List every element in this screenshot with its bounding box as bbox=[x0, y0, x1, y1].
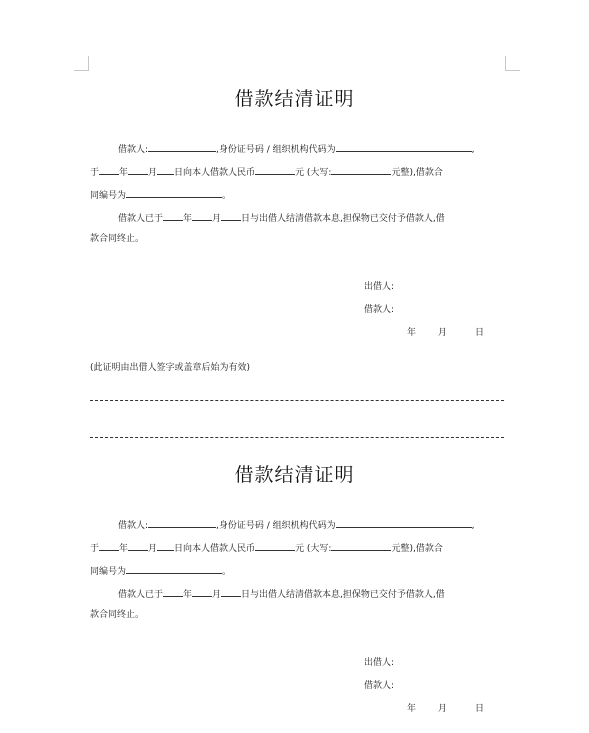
month-label: 月 bbox=[148, 544, 158, 554]
borrower-sign-label: 借款人: bbox=[364, 681, 395, 691]
borrower-line bbox=[118, 141, 475, 156]
settlement-text: 日与出借人结清借款本息,担保物已交付予借款人,借 bbox=[241, 590, 445, 600]
date-month-label: 月 bbox=[438, 328, 448, 338]
period: 。 bbox=[222, 567, 232, 577]
loan-date-line bbox=[90, 540, 443, 555]
borrower-label: 借款人: bbox=[118, 521, 149, 531]
borrower-label: 借款人: bbox=[118, 145, 149, 155]
year-label: 年 bbox=[183, 214, 193, 224]
year-blank[interactable] bbox=[163, 586, 183, 597]
page-corner-mark bbox=[74, 56, 89, 71]
period: 。 bbox=[222, 191, 232, 201]
settled-on-label: 借款人已于 bbox=[118, 590, 164, 600]
month-blank[interactable] bbox=[192, 210, 212, 221]
loan-text: 日向本人借款人民币 bbox=[174, 168, 256, 178]
contract-no-line bbox=[90, 563, 231, 578]
id-label: ,身份证号码 / 组织机构代码为 bbox=[216, 145, 336, 155]
validity-note: (此证明由出借人签字或盖章后始为有效) bbox=[90, 363, 251, 373]
contract-no-line bbox=[90, 187, 231, 202]
month-label: 月 bbox=[212, 214, 222, 224]
contract-no-label: 同编号为 bbox=[90, 567, 127, 577]
day-blank[interactable] bbox=[157, 164, 174, 175]
yuan-text: 元 (大写: bbox=[295, 544, 332, 554]
certificate-title: 借款结清证明 bbox=[234, 464, 355, 486]
date-year-label: 年 bbox=[407, 704, 417, 714]
month-blank[interactable] bbox=[128, 164, 148, 175]
amount-words-blank[interactable] bbox=[331, 164, 391, 175]
date-year-label: 年 bbox=[407, 328, 417, 338]
amount-blank[interactable] bbox=[255, 164, 295, 175]
year-label: 年 bbox=[183, 590, 193, 600]
yuan-text: 元 (大写: bbox=[295, 168, 332, 178]
contract-no-blank[interactable] bbox=[126, 187, 222, 198]
cut-line bbox=[90, 400, 504, 401]
year-label: 年 bbox=[119, 544, 129, 554]
comma: , bbox=[471, 145, 475, 155]
year-blank[interactable] bbox=[99, 164, 119, 175]
id-blank[interactable] bbox=[336, 141, 472, 152]
on-label: 于 bbox=[90, 168, 100, 178]
settlement-line bbox=[118, 586, 445, 601]
borrower-line bbox=[118, 517, 475, 532]
page-corner-mark bbox=[505, 56, 520, 71]
settlement-line bbox=[118, 210, 445, 225]
contract-no-label: 同编号为 bbox=[90, 191, 127, 201]
year-blank[interactable] bbox=[99, 540, 119, 551]
comma: , bbox=[471, 521, 475, 531]
settlement-text: 日与出借人结清借款本息,担保物已交付予借款人,借 bbox=[241, 214, 445, 224]
borrower-blank[interactable] bbox=[148, 517, 216, 528]
year-label: 年 bbox=[119, 168, 129, 178]
amount-blank[interactable] bbox=[255, 540, 295, 551]
settlement-line-end: 款合同终止。 bbox=[90, 610, 145, 620]
month-blank[interactable] bbox=[128, 540, 148, 551]
settled-on-label: 借款人已于 bbox=[118, 214, 164, 224]
day-blank[interactable] bbox=[221, 586, 241, 597]
loan-date-line bbox=[90, 164, 443, 179]
contract-no-blank[interactable] bbox=[126, 563, 222, 574]
day-blank[interactable] bbox=[157, 540, 174, 551]
month-blank[interactable] bbox=[192, 586, 212, 597]
year-blank[interactable] bbox=[163, 210, 183, 221]
loan-text: 日向本人借款人民币 bbox=[174, 544, 256, 554]
amount-words-blank[interactable] bbox=[331, 540, 391, 551]
yuan-full-text: 元整),借款合 bbox=[391, 168, 443, 178]
yuan-full-text: 元整),借款合 bbox=[391, 544, 443, 554]
lender-sign-label: 出借人: bbox=[364, 658, 395, 668]
id-blank[interactable] bbox=[336, 517, 472, 528]
date-day-label: 日 bbox=[475, 704, 485, 714]
certificate-title: 借款结清证明 bbox=[234, 88, 355, 110]
on-label: 于 bbox=[90, 544, 100, 554]
day-blank[interactable] bbox=[221, 210, 241, 221]
month-label: 月 bbox=[148, 168, 158, 178]
borrower-sign-label: 借款人: bbox=[364, 305, 395, 315]
date-month-label: 月 bbox=[438, 704, 448, 714]
cut-line bbox=[90, 437, 504, 438]
settlement-line-end: 款合同终止。 bbox=[90, 234, 145, 244]
borrower-blank[interactable] bbox=[148, 141, 216, 152]
month-label: 月 bbox=[212, 590, 222, 600]
lender-sign-label: 出借人: bbox=[364, 282, 395, 292]
id-label: ,身份证号码 / 组织机构代码为 bbox=[216, 521, 336, 531]
date-day-label: 日 bbox=[475, 328, 485, 338]
